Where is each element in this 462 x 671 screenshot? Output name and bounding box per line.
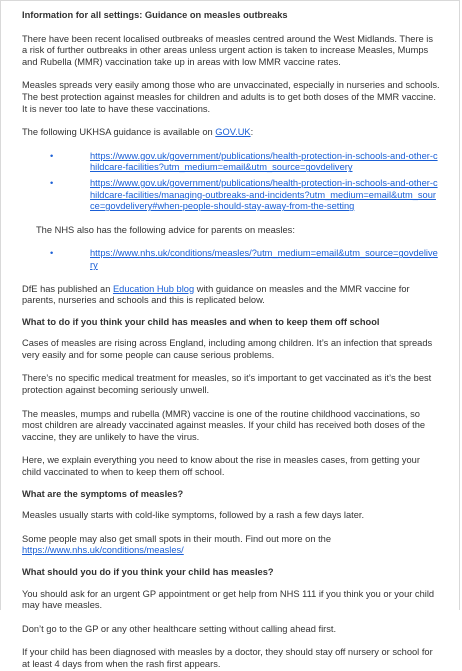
section-heading-what-to-do: What should you do if you think your child has measles? (22, 567, 274, 577)
dfe-paragraph (22, 284, 440, 307)
intro-paragraph-2: Measles spreads very easily among those who are unvaccinated, especially in nurseries and schools. The best protection against measles for children and adults is to get both doses of the MMR vaccine. It is never too late to have these vaccinations. (22, 80, 440, 114)
section2-paragraph-2 (22, 534, 440, 557)
section2-text: Some people may also get small spots in their mouth. Find out more on the (22, 533, 332, 544)
ukhsa-prefix: The following UKHSA guidance is available on (22, 127, 216, 138)
ukhsa-suffix: : (250, 127, 254, 138)
email-body (22, 10, 440, 671)
nhs-link-list (22, 248, 440, 271)
section-heading-symptoms: What are the symptoms of measles? (22, 488, 184, 499)
section3-paragraph-2: Don’t go to the GP or any other healthcare setting without calling ahead first. (22, 623, 337, 634)
govuk-link[interactable]: GOV.UK (215, 127, 251, 138)
section3-paragraph-3: If your child has been diagnosed with measles by a doctor, they should stay off nursery or school for at least 4 days from when the rash first appears. (22, 647, 433, 669)
section2-paragraph-1: Measles usually starts with cold-like symptoms, followed by a rash a few days later. (22, 510, 365, 521)
section1-paragraph-2: There’s no specific medical treatment for measles, so it’s important to get vaccinated as it’s the best protection against becoming seriously unwell. (22, 373, 432, 396)
intro-paragraph-1: There have been recent localised outbreaks of measles centred around the West Midlands. There is a risk of further outbreaks in other areas unless urgent action is taken to increase Measles, Mumps and Rubella (MMR) vaccination take up in areas with low MMR vaccine rates. (22, 33, 434, 67)
bullet-icon: • (50, 150, 54, 161)
ukhsa-link-list (22, 151, 440, 213)
ukhsa-guidance-link-2[interactable]: https://www.gov.uk/government/publications/health-protection-in-schools-and-other-childcare-facilities/managing-outbreaks-and-incidents?utm_medium=email&utm_source=govdelivery#when-people-should-stay-away-from-the-setting (90, 177, 438, 212)
list-item (22, 151, 440, 174)
dfe-prefix: DfE has published an (22, 283, 113, 294)
nhs-measles-link[interactable]: https://www.nhs.uk/conditions/measles/?utm_medium=email&utm_source=govdelivery (90, 248, 438, 270)
bullet-icon: • (50, 177, 54, 188)
section-heading-keep-off-school: What to do if you think your child has measles and when to keep them off school (22, 316, 380, 327)
section3-paragraph-1: You should ask for an urgent GP appointment or get help from NHS 111 if you think you or your child may have measles. (22, 588, 435, 611)
section1-paragraph-1: Cases of measles are rising across England, including among children. It’s an infection that spreads very easily and for some people can cause serious problems. (22, 338, 433, 360)
dfe-suffix: with guidance on measles and the MMR vaccine for parents, nurseries and schools and this is replicated below. (22, 283, 410, 306)
nhs-paragraph: The NHS also has the following advice for parents on measles: (36, 224, 295, 235)
ukhsa-paragraph (22, 127, 440, 139)
section1-paragraph-4: Here, we explain everything you need to know about the rise in measles cases, from getting your child vaccinated to when to keep them off school. (22, 455, 420, 478)
ukhsa-guidance-link-1[interactable]: https://www.gov.uk/government/publications/health-protection-in-schools-and-other-childcare-facilities?utm_medium=email&utm_source=govdelivery (90, 150, 438, 173)
page-title: Information for all settings: Guidance on measles outbreaks (22, 10, 288, 20)
list-item (22, 178, 440, 213)
list-item (22, 248, 440, 271)
education-hub-blog-link[interactable]: Education Hub blog (112, 283, 195, 294)
nhs-conditions-link[interactable]: https://www.nhs.uk/conditions/measles/ (22, 545, 184, 556)
bullet-icon: • (50, 248, 54, 259)
section1-paragraph-3: The measles, mumps and rubella (MMR) vaccine is one of the routine childhood vaccinations, so most children are already vaccinated against measles. If your child has received both doses of the vaccine, they are unlikely to have the virus. (22, 408, 426, 442)
